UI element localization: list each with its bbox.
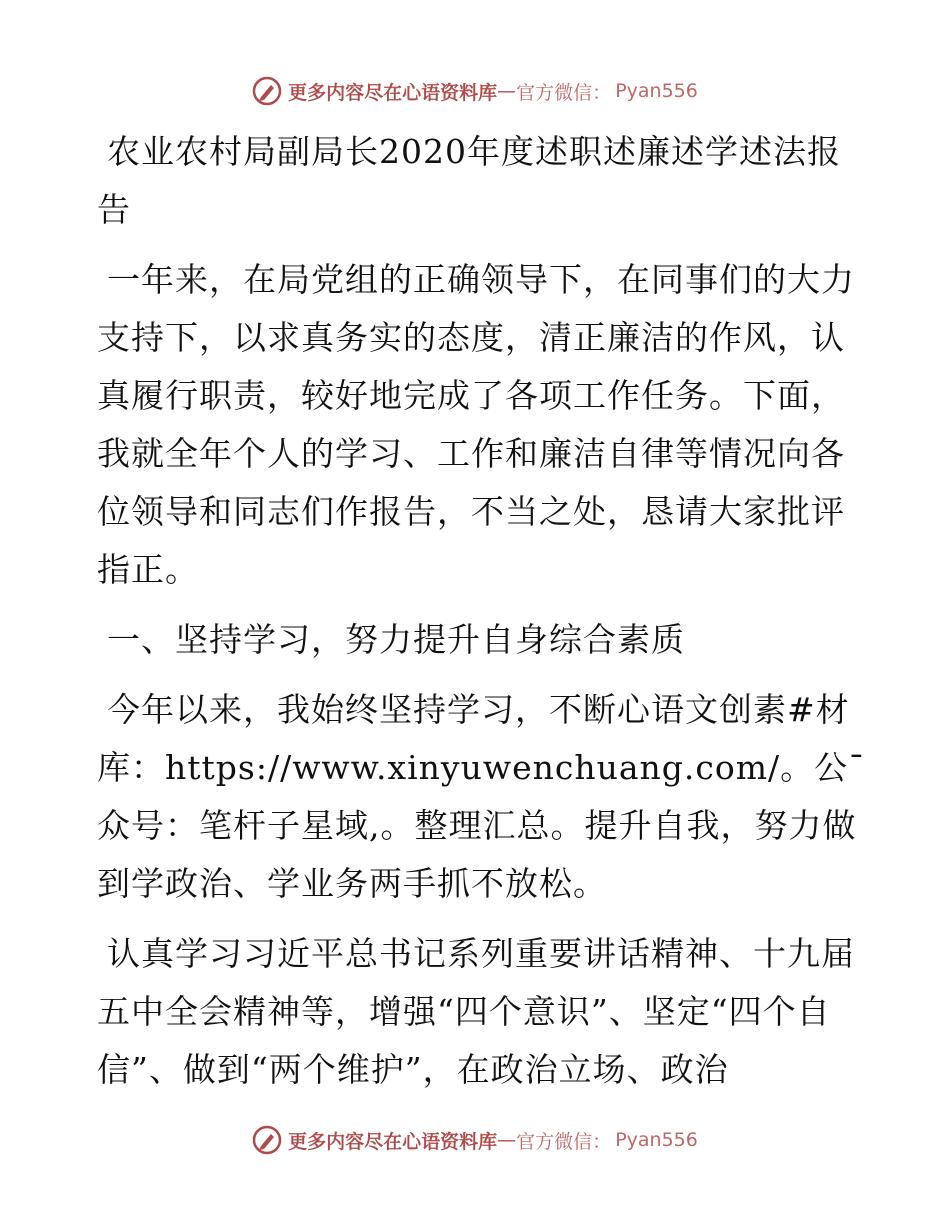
watermark-dash: — [497,80,517,102]
paragraph-intro: 一年来，在局党组的正确领导下，在同事们的大力支持下，以求真务实的态度，清正廉洁的作风，认真履行职责，较好地完成了各项工作任务。下面，我就全年个人的学习、工作和廉洁自律等情况向各位领导和同志们作报告，不当之处，恳请大家批评指正。 [97,260,855,589]
document-title: 农业农村局副局长2020年度述职述廉述学述法报告 [97,132,841,229]
watermark-dash: — [497,1129,517,1151]
watermark-main-text: 更多内容尽在心语资料库 [288,1130,498,1153]
paragraph-learning: 认真学习习近平总书记系列重要讲话精神、十九届五中全会精神等，增强“四个意识”、坚定“四个自信”、做到“两个维护”，在政治立场、政治 [97,934,855,1089]
document-body [97,123,867,1111]
watermark-header [0,71,950,111]
watermark-wechat-id: Pyan556 [615,1129,698,1151]
watermark-official-label: 官方微信： [516,1130,612,1153]
watermark-wechat-id: Pyan556 [615,80,698,102]
section-heading-1: 一、坚持学习，努力提升自身综合素质 [107,620,685,659]
paragraph-study: 今年以来，我始终坚持学习，不断心语文创素#材库：https://www.xinyuwenchuang.com/。公¯众号：笔杆子星域,。整理汇总。提升自我，努力做到学政治、学业务两手抓不放松。 [97,690,866,903]
pen-nib-logo-icon [252,1125,282,1155]
pen-nib-logo-icon [252,76,282,106]
watermark-footer [0,1120,950,1160]
watermark-official-label: 官方微信： [516,81,612,104]
watermark-main-text: 更多内容尽在心语资料库 [288,81,498,104]
